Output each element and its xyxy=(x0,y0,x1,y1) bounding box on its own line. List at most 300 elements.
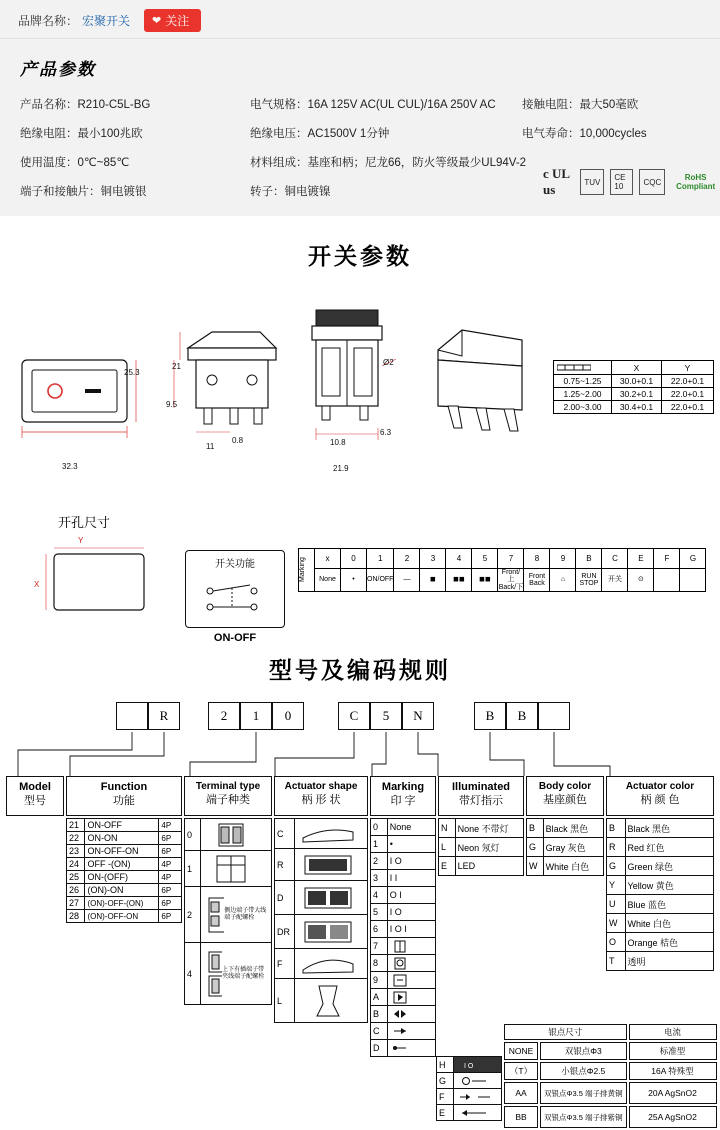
code-box-2: 1 xyxy=(240,702,272,730)
marking-code-5: 4 xyxy=(446,549,472,569)
category-actuator-shape-sub: 柄 形 状 xyxy=(301,793,341,806)
table-row xyxy=(371,819,436,836)
silver-contact-table xyxy=(502,1022,719,1130)
table-row xyxy=(437,1057,502,1073)
marking-list-sym-8 xyxy=(387,955,435,972)
terminal-figure-3 xyxy=(201,943,272,1005)
category-model xyxy=(6,776,64,816)
table-row xyxy=(371,972,436,989)
silver-size-2: 双银点Φ3.5 端子排黄铜 xyxy=(540,1082,627,1104)
body-color-desc-2: White 白色 xyxy=(543,857,603,876)
section-title-model-coding: 型号及编码规则 xyxy=(269,658,451,683)
switch-function-schematic xyxy=(186,575,286,625)
table-row xyxy=(185,851,272,887)
act-color-code-3: Y xyxy=(607,876,626,895)
top-width-label: 21.9 xyxy=(333,464,349,473)
silver-current-3: 25A AgSnO2 xyxy=(629,1106,717,1128)
dim-header-x: X xyxy=(612,361,662,375)
body-color-code-0: B xyxy=(527,819,544,838)
table-row xyxy=(185,819,272,851)
dim-range-2: 1.25~2.00 xyxy=(554,388,612,401)
category-illuminated-sub: 带灯指示 xyxy=(459,794,503,807)
act-color-desc-5: White 白色 xyxy=(625,914,713,933)
marking-code-3: 2 xyxy=(394,549,420,569)
table-row xyxy=(67,858,182,871)
marking-symbol-blank-1 xyxy=(654,569,680,592)
marking-symbol-10: RUN STOP xyxy=(576,569,602,592)
silver-size-0: 双银点Φ3 xyxy=(540,1042,627,1060)
spec-materials: 材料组成：基座和柄；尼龙66，防火等级最少UL94V-2 xyxy=(250,157,527,169)
side-w1-label: 11 xyxy=(206,442,215,451)
function-pole-1: 6P xyxy=(159,832,182,845)
code-box-6: N xyxy=(402,702,434,730)
category-model-title: Model xyxy=(19,781,51,793)
function-pole-0: 4P xyxy=(159,819,182,832)
dim-x-1: 30.0+0.1 xyxy=(612,375,662,388)
table-row xyxy=(67,819,182,832)
spec-rotor-plating: 转子：铜电镀镍 xyxy=(250,186,331,198)
table-row xyxy=(185,887,272,943)
table-row xyxy=(299,569,706,592)
act-color-desc-6: Orange 桔色 xyxy=(625,933,713,952)
act-color-code-2: G xyxy=(607,857,626,876)
terminal-figure-0 xyxy=(201,819,272,851)
hole-y-label: Y xyxy=(78,536,84,545)
illum-desc-1: Neon 氖灯 xyxy=(455,838,523,857)
dim-header-y: Y xyxy=(662,361,714,375)
act-color-code-7: T xyxy=(607,952,626,971)
terminal-figure-1 xyxy=(201,851,272,887)
side-h1-label: 21 xyxy=(172,362,181,371)
dim-range-1: 0.75~1.25 xyxy=(554,375,612,388)
table-row xyxy=(607,819,714,838)
table-row xyxy=(275,949,368,979)
marking-list-code-0: 0 xyxy=(371,819,388,836)
spec-electrical-rating: 电气规格：16A 125V AC(UL CUL)/16A 250V AC xyxy=(250,99,496,111)
table-row xyxy=(437,1089,502,1105)
terminal-code-0: 0 xyxy=(185,819,201,851)
marking-list-code-6: 6 xyxy=(371,921,388,938)
marking2-sym-2 xyxy=(453,1089,501,1105)
table-row xyxy=(371,853,436,870)
shape-figure-4 xyxy=(295,949,368,979)
function-desc-2: ON-OFF-ON xyxy=(85,845,159,858)
act-color-code-1: R xyxy=(607,838,626,857)
table-row xyxy=(185,943,272,1005)
function-pole-3: 4P xyxy=(159,858,182,871)
act-color-code-5: W xyxy=(607,914,626,933)
table-row xyxy=(371,904,436,921)
product-spec-panel xyxy=(0,38,720,216)
marking-code-6: 5 xyxy=(472,549,498,569)
spec-insulation-voltage: 绝缘电压：AC1500V 1分钟 xyxy=(250,128,390,140)
terminal-figure-2 xyxy=(201,887,272,943)
table-row xyxy=(437,1073,502,1089)
table-row xyxy=(607,952,714,971)
marking-code-10: B xyxy=(576,549,602,569)
marking-list-code-4: 4 xyxy=(371,887,388,904)
table-row xyxy=(299,549,706,569)
table-row xyxy=(527,819,604,838)
category-terminal-sub: 端子种类 xyxy=(206,793,250,806)
marking-list-code-5: 5 xyxy=(371,904,388,921)
spec-contact-resistance: 接触电阻：最大50毫欧 xyxy=(522,99,639,111)
table-row xyxy=(275,915,368,949)
isometric-view-drawing xyxy=(418,310,538,460)
marking-label: Marking xyxy=(299,557,306,583)
table-header-row xyxy=(504,1024,717,1040)
marking-symbol-9: ⌂ xyxy=(550,569,576,592)
code-box-9 xyxy=(538,702,570,730)
table-row xyxy=(437,1105,502,1121)
top-view-drawing xyxy=(300,304,430,464)
function-code-2: 23 xyxy=(67,845,85,858)
table-row xyxy=(607,933,714,952)
silver-header-current: 电流 xyxy=(629,1024,717,1040)
section-title-switch-params: 开关参数 xyxy=(308,244,412,269)
act-color-code-0: B xyxy=(607,819,626,838)
silver-code-1: （T） xyxy=(504,1062,538,1080)
marking-list-sym-11 xyxy=(387,1006,435,1023)
marking-list-code-12: C xyxy=(371,1023,388,1040)
function-desc-7: (ON)-OFF-ON xyxy=(85,910,159,923)
marking-list-sym-4: O I xyxy=(387,887,435,904)
category-body-color-title: Body color xyxy=(538,781,592,792)
function-code-4: 25 xyxy=(67,871,85,884)
act-color-desc-7: 透明 xyxy=(625,952,713,971)
marking-list-code-10: A xyxy=(371,989,388,1006)
shape-code-1: R xyxy=(275,849,295,881)
table-row xyxy=(275,819,368,849)
marking-code-13: F xyxy=(654,549,680,569)
marking-symbol-3: — xyxy=(394,569,420,592)
shape-figure-0 xyxy=(295,819,368,849)
marking2-code-1: G xyxy=(437,1073,454,1089)
marking-symbol-7: Front/上 Back/下 xyxy=(498,569,524,591)
dim-x-3: 30.4+0.1 xyxy=(612,401,662,414)
marking-symbol-6: ◼◼ xyxy=(472,569,498,592)
table-row xyxy=(554,375,714,388)
body-color-desc-1: Gray 灰色 xyxy=(543,838,603,857)
hole-size-title: 开孔尺寸 xyxy=(58,515,111,530)
function-pole-4: 4P xyxy=(159,871,182,884)
category-illuminated xyxy=(438,776,524,816)
marking-list-sym-10 xyxy=(387,989,435,1006)
table-row xyxy=(554,401,714,414)
table-row xyxy=(554,388,714,401)
top-diameter-label: Ø2 xyxy=(383,358,394,367)
cqc-icon: CQC xyxy=(639,169,665,195)
code-box-7: B xyxy=(474,702,506,730)
spec-electrical-life: 电气寿命：10,000cycles xyxy=(522,128,647,140)
category-actuator-color-sub: 柄 颜 色 xyxy=(640,793,680,806)
front-height-label: 25.3 xyxy=(124,368,140,377)
switch-function-title: 开关功能 xyxy=(215,559,255,570)
category-body-color xyxy=(526,776,604,816)
marking-list-sym-7 xyxy=(387,938,435,955)
dimension-table xyxy=(553,360,714,414)
marking-list-sym-9 xyxy=(387,972,435,989)
rohs-icon: RoHS Compliant xyxy=(671,169,720,195)
shape-figure-5 xyxy=(295,979,368,1023)
dim-y-2: 22.0+0.1 xyxy=(662,388,714,401)
marking-code-12: E xyxy=(628,549,654,569)
body-color-table xyxy=(526,818,604,876)
marking-symbol-8: Front Back xyxy=(524,569,550,592)
table-row xyxy=(371,1040,436,1057)
enec-icon: TUV xyxy=(580,169,604,195)
table-row xyxy=(371,938,436,955)
terminal-table xyxy=(184,818,272,1005)
category-marking-sub: 印 字 xyxy=(390,794,416,807)
code-box-8: B xyxy=(506,702,538,730)
table-row xyxy=(371,836,436,853)
function-code-6: 27 xyxy=(67,897,85,910)
marking-code-0: x xyxy=(315,549,341,569)
spec-product-name: 产品名称：R210-C5L-BG xyxy=(20,99,151,111)
marking-code-14: G xyxy=(680,549,706,569)
silver-current-0: 标准型 xyxy=(629,1042,717,1060)
marking-symbol-blank-2 xyxy=(680,569,706,592)
category-actuator-shape xyxy=(274,776,368,816)
marking-list-code-1: 1 xyxy=(371,836,388,853)
function-code-1: 22 xyxy=(67,832,85,845)
spec-terminal-plating: 端子和接触片：铜电镀银 xyxy=(20,186,147,198)
function-desc-6: (ON)-OFF-(ON) xyxy=(85,897,159,910)
marking-symbol-5: ◼◼ xyxy=(446,569,472,592)
svg-text:I O: I O xyxy=(463,1063,474,1070)
function-desc-4: ON-(OFF) xyxy=(85,871,159,884)
marking-code-8: 8 xyxy=(524,549,550,569)
top-d1-label: 10.8 xyxy=(330,438,346,447)
table-row xyxy=(504,1042,717,1060)
shape-figure-1 xyxy=(295,849,368,881)
table-row xyxy=(439,857,524,876)
function-code-0: 21 xyxy=(67,819,85,832)
silver-code-0: NONE xyxy=(504,1042,538,1060)
marking-symbol-2: ON/OFF xyxy=(367,569,394,592)
marking-list-code-13: D xyxy=(371,1040,388,1057)
marking2-code-3: E xyxy=(437,1105,454,1121)
silver-size-1: 小银点Φ2.5 xyxy=(540,1062,627,1080)
marking-list-sym-13 xyxy=(387,1040,435,1057)
act-color-code-4: U xyxy=(607,895,626,914)
marking-row-labels xyxy=(299,549,315,592)
body-color-desc-0: Black 黑色 xyxy=(543,819,603,838)
switch-function-box xyxy=(185,550,285,628)
marking-list-code-8: 8 xyxy=(371,955,388,972)
silver-size-3: 双银点Φ3.5 端子排紫铜 xyxy=(540,1106,627,1128)
marking-list-sym-5: I O xyxy=(387,904,435,921)
dim-y-3: 22.0+0.1 xyxy=(662,401,714,414)
table-header-row xyxy=(554,361,714,375)
marking-list-sym-2: I O xyxy=(387,853,435,870)
category-actuator-shape-title: Actuator shape xyxy=(284,781,358,792)
marking-list-code-9: 9 xyxy=(371,972,388,989)
certification-logos xyxy=(540,166,720,197)
brand-name-link[interactable]: 宏聚开关 xyxy=(82,14,131,28)
actuator-shape-table xyxy=(274,818,368,1023)
marking-list-code-11: B xyxy=(371,1006,388,1023)
marking-list-sym-1: • xyxy=(387,836,435,853)
code-box-5: 5 xyxy=(370,702,402,730)
follow-button[interactable] xyxy=(144,9,201,32)
marking-symbol-12: ⊙ xyxy=(628,569,654,592)
side-w2-label: 0.8 xyxy=(232,436,244,445)
hole-size-drawing xyxy=(36,540,156,620)
hole-x-label: X xyxy=(34,580,40,589)
marking-list-sym-12 xyxy=(387,1023,435,1040)
table-row xyxy=(275,881,368,915)
marking-symbol-11: 开关 xyxy=(602,569,628,592)
function-code-7: 28 xyxy=(67,910,85,923)
switch-function-caption: ON-OFF xyxy=(213,632,257,644)
table-row xyxy=(67,897,182,910)
code-box-4: C xyxy=(338,702,370,730)
code-box-prefix xyxy=(116,702,148,730)
table-row xyxy=(527,857,604,876)
top-d2-label: 6.3 xyxy=(380,428,392,437)
category-marking xyxy=(370,776,436,816)
silver-code-3: BB xyxy=(504,1106,538,1128)
category-function-title: Function xyxy=(100,781,148,793)
marking-list-table xyxy=(370,818,436,1057)
front-view-drawing xyxy=(10,340,150,480)
illum-code-2: E xyxy=(439,857,456,876)
act-color-desc-2: Green 绿色 xyxy=(625,857,713,876)
function-desc-3: OFF -(ON) xyxy=(85,858,159,871)
dim-y-1: 22.0+0.1 xyxy=(662,375,714,388)
category-model-sub: 型号 xyxy=(24,794,46,807)
table-row xyxy=(275,849,368,881)
table-row xyxy=(67,910,182,923)
ce-icon: CE 10 xyxy=(610,169,633,195)
shape-code-4: F xyxy=(275,949,295,979)
marking-code-7: 7 xyxy=(498,549,524,569)
act-color-desc-4: Blue 蓝色 xyxy=(625,895,713,914)
marking-list-table-2 xyxy=(436,1056,502,1121)
marking-symbol-1: • xyxy=(341,569,367,592)
table-row xyxy=(371,921,436,938)
terminal-code-3: 4 xyxy=(185,943,201,1005)
table-row xyxy=(371,870,436,887)
illum-code-1: L xyxy=(439,838,456,857)
marking-list-code-7: 7 xyxy=(371,938,388,955)
marking-list-sym-6: I O I xyxy=(387,921,435,938)
spec-panel-title: 产品参数 xyxy=(20,60,96,79)
table-row xyxy=(439,819,524,838)
table-row xyxy=(371,887,436,904)
table-row xyxy=(371,989,436,1006)
table-row xyxy=(607,895,714,914)
function-code-5: 26 xyxy=(67,884,85,897)
function-desc-5: (ON)-ON xyxy=(85,884,159,897)
heart-icon: ❤ xyxy=(152,15,162,27)
function-desc-0: ON-OFF xyxy=(85,819,159,832)
table-row xyxy=(371,955,436,972)
marking-code-11: C xyxy=(602,549,628,569)
function-desc-1: ON-ON xyxy=(85,832,159,845)
side-h2-label: 9.5 xyxy=(166,400,178,409)
category-function-sub: 功能 xyxy=(113,794,135,807)
marking2-code-2: F xyxy=(437,1089,454,1105)
shape-code-0: C xyxy=(275,819,295,849)
table-row xyxy=(527,838,604,857)
dim-range-3: 2.00~3.00 xyxy=(554,401,612,414)
body-color-code-1: G xyxy=(527,838,544,857)
marking-code-2: 1 xyxy=(367,549,394,569)
silver-current-1: 16A 特殊型 xyxy=(629,1062,717,1080)
marking-code-table xyxy=(298,548,706,592)
terminal-code-1: 1 xyxy=(185,851,201,887)
table-row xyxy=(607,838,714,857)
category-terminal xyxy=(184,776,272,816)
illum-desc-2: LED xyxy=(455,857,523,876)
table-row xyxy=(504,1082,717,1104)
silver-current-2: 20A AgSnO2 xyxy=(629,1082,717,1104)
actuator-color-table xyxy=(606,818,714,971)
table-row xyxy=(504,1106,717,1128)
dim-header-icon xyxy=(554,361,612,375)
act-color-desc-1: Red 红色 xyxy=(625,838,713,857)
code-box-3: 0 xyxy=(272,702,304,730)
act-color-desc-0: Black 黑色 xyxy=(625,819,713,838)
category-body-color-sub: 基座颜色 xyxy=(543,793,587,806)
act-color-desc-3: Yellow 黄色 xyxy=(625,876,713,895)
terminal-note-3: 上下有插端子带夹线端子配螺栓 xyxy=(222,966,265,980)
marking2-sym-0 xyxy=(453,1057,501,1073)
illum-desc-0: None 不带灯 xyxy=(455,819,523,838)
table-row xyxy=(607,876,714,895)
function-table xyxy=(66,818,182,923)
illum-code-0: N xyxy=(439,819,456,838)
table-row xyxy=(371,1023,436,1040)
brand-label: 品牌名称： xyxy=(18,14,79,28)
dim-x-2: 30.2+0.1 xyxy=(612,388,662,401)
table-row xyxy=(607,857,714,876)
marking-code-1: 0 xyxy=(341,549,367,569)
marking-list-sym-0: None xyxy=(387,819,435,836)
table-row xyxy=(504,1062,717,1080)
front-width-label: 32.3 xyxy=(62,462,78,471)
table-row xyxy=(275,979,368,1023)
marking-list-code-2: 2 xyxy=(371,853,388,870)
side-view-drawing xyxy=(160,310,290,460)
table-row xyxy=(67,845,182,858)
code-box-0: R xyxy=(148,702,180,730)
category-marking-title: Marking xyxy=(381,781,425,793)
category-actuator-color xyxy=(606,776,714,816)
table-row xyxy=(439,838,524,857)
marking2-sym-1 xyxy=(453,1073,501,1089)
shape-code-5: L xyxy=(275,979,295,1023)
follow-button-label: 关注 xyxy=(165,14,190,28)
ul-us-icon: c UL us xyxy=(540,169,574,195)
silver-code-2: AA xyxy=(504,1082,538,1104)
terminal-code-2: 2 xyxy=(185,887,201,943)
marking-code-4: 3 xyxy=(420,549,446,569)
marking2-code-0: H xyxy=(437,1057,454,1073)
function-pole-2: 6P xyxy=(159,845,182,858)
body-color-code-2: W xyxy=(527,857,544,876)
table-row xyxy=(371,1006,436,1023)
act-color-code-6: O xyxy=(607,933,626,952)
shape-code-2: D xyxy=(275,881,295,915)
table-row xyxy=(67,871,182,884)
code-box-1: 2 xyxy=(208,702,240,730)
category-terminal-title: Terminal type xyxy=(195,781,261,792)
table-row xyxy=(67,832,182,845)
